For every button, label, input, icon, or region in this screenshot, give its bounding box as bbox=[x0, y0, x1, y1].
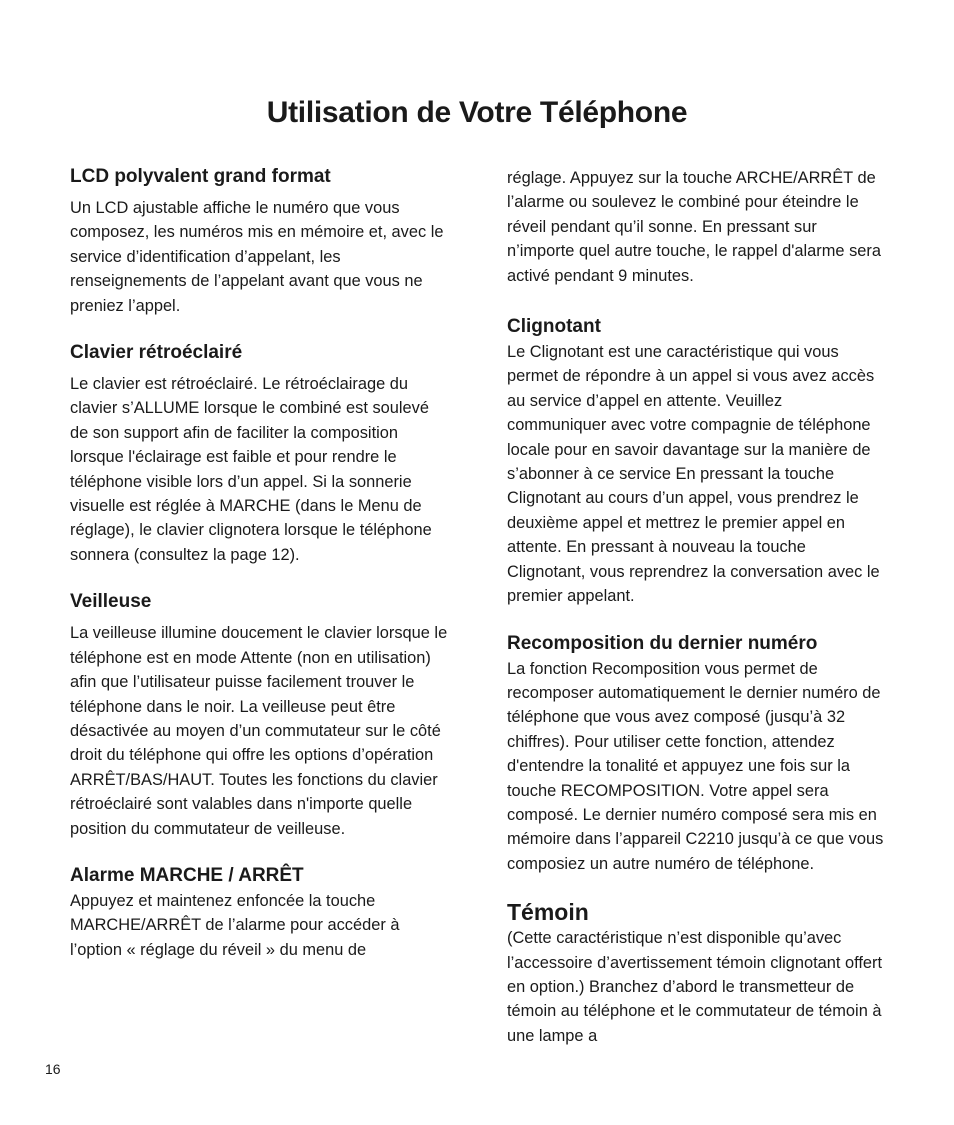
section-body: La veilleuse illumine doucement le clavier lorsque le téléphone est en mode Attente (non en utilisation) afin que l’utilisateur puisse facilement trouver le téléphone dans le noir. La veilleuse peut être désactivée au moyen d’un commutateur sur le côté droit du téléphone qui offre les options d’opération ARRÊT/BAS/HAUT. Toutes les fonctions du clavier rétroéclairé sont valables dans n'importe quelle position du commutateur de veilleuse. bbox=[70, 624, 448, 838]
section-body: Le Clignotant est une caractéristique qui vous permet de répondre à un appel si vous avez accès au service d’appel en attente. Veuillez communiquer avec votre compagnie de téléphone locale pour en savoir davantage sur la manière de s’abonner à ce service En pressant la touche Clignotant au cours d’un appel, vous prendrez le deuxième appel et mettrez le premier appel en attente. En pressant à nouveau la touche Clignotant, vous reprendrez la conversation avec le premier appelant. bbox=[507, 343, 880, 606]
section-alarme-suite bbox=[507, 166, 885, 288]
section-heading: Alarme MARCHE / ARRÊT bbox=[70, 864, 304, 886]
right-column bbox=[507, 166, 885, 1070]
section-heading: Témoin bbox=[507, 899, 589, 926]
page-number: 16 bbox=[45, 1061, 61, 1077]
section-lcd bbox=[70, 164, 448, 318]
section-heading: LCD polyvalent grand format bbox=[70, 166, 331, 187]
section-alarme bbox=[70, 863, 448, 962]
section-heading: Recomposition du dernier numéro bbox=[507, 632, 818, 654]
section-body: Appuyez et maintenez enfoncée la touche MARCHE/ARRÊT de l’alarme pour accéder à l’option « réglage du réveil » du menu de bbox=[70, 891, 400, 959]
left-column bbox=[70, 164, 448, 984]
section-body: (Cette caractéristique n’est disponible qu’avec l’accessoire d’avertissement témoin clignotant offert en option.) Branchez d’abord le transmetteur de témoin au téléphone et le commutateur de témoin à une lampe a bbox=[507, 929, 883, 1045]
section-recomposition bbox=[507, 631, 885, 877]
section-clignotant bbox=[507, 314, 885, 608]
section-temoin bbox=[507, 898, 885, 1048]
section-body: Un LCD ajustable affiche le numéro que vous composez, les numéros mis en mémoire et, avec le service d’identification d’appelant, les renseignements de l’appelant avant que vous ne preniez l’appel. bbox=[70, 199, 444, 315]
section-body: La fonction Recomposition vous permet de recomposer automatiquement le dernier numéro de téléphone que vous avez composé (jusqu’à 32 chiffres). Pour utiliser cette fonction, attendez d'entendre la tonalité et appuyez une fois sur la touche RECOMPOSITION. Votre appel sera composé. Le dernier numéro composé sera mis en mémoire dans l’appareil C2210 jusqu’à ce que vous composiez un autre numéro de téléphone. bbox=[507, 659, 884, 873]
section-heading: Veilleuse bbox=[70, 591, 152, 613]
section-body: réglage. Appuyez sur la touche ARCHE/ARRÊT de l’alarme ou soulevez le combiné pour éteindre le réveil pendant qu’il sonne. En pressant sur n’importe quel autre touche, le rappel d'alarme sera activé pendant 9 minutes. bbox=[507, 169, 881, 285]
section-veilleuse bbox=[70, 589, 448, 841]
section-clavier bbox=[70, 340, 448, 567]
section-heading: Clavier rétroéclairé bbox=[70, 342, 243, 364]
section-body: Le clavier est rétroéclairé. Le rétroéclairage du clavier s’ALLUME lorsque le combiné est soulevé de son support afin de faciliter la composition lorsque l'éclairage est faible et pour rendre le téléphone visible lors d’un appel. Si la sonnerie visuelle est réglée à MARCHE (dans le Menu de réglage), le clavier clignotera lorsque le téléphone sonnera (consultez la page 12). bbox=[70, 375, 432, 564]
page-title: Utilisation de Votre Téléphone bbox=[266, 96, 688, 130]
section-heading: Clignotant bbox=[507, 316, 601, 338]
